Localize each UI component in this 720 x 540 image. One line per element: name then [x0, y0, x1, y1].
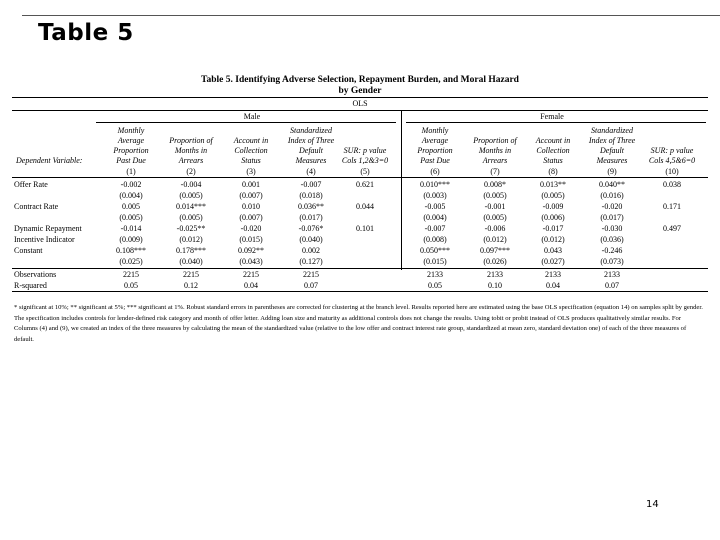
page-number: 14	[646, 499, 659, 510]
se-cell: (0.036)	[600, 235, 624, 244]
row-label-4: Incentive Indicator	[14, 235, 75, 244]
observations-label: Observations	[14, 270, 57, 279]
se-cell: (0.009)	[119, 235, 143, 244]
coef-cell: -0.014	[120, 224, 142, 233]
observations-cell: 2215	[183, 270, 199, 279]
coef-cell: -0.076*	[298, 224, 324, 233]
coef-cell: 0.171	[663, 202, 681, 211]
dependent-variable-label: Dependent Variable:	[16, 156, 83, 165]
column-header-8-line-3: Status	[543, 156, 563, 165]
group-female-label: Female	[540, 112, 564, 121]
coef-cell: 0.101	[356, 224, 374, 233]
se-cell: (0.007)	[239, 213, 263, 222]
coef-cell: 0.040**	[599, 180, 625, 189]
row-label-5: Constant	[14, 246, 43, 255]
coef-cell: 0.013**	[540, 180, 566, 189]
column-header-5-line-2: Cols 1,2&3=0	[341, 156, 389, 165]
coef-cell: -0.030	[601, 224, 623, 233]
coef-cell: 0.036**	[298, 202, 324, 211]
column-number-2: (2)	[186, 167, 196, 176]
column-number-1: (1)	[126, 167, 136, 176]
se-cell: (0.008)	[423, 235, 447, 244]
coef-cell: 0.008*	[484, 180, 506, 189]
coef-cell: 0.043	[544, 246, 562, 255]
coef-cell: -0.246	[601, 246, 623, 255]
se-cell: (0.004)	[119, 191, 143, 200]
se-cell: (0.005)	[541, 191, 565, 200]
se-cell: (0.017)	[299, 213, 323, 222]
se-cell: (0.012)	[483, 235, 507, 244]
se-cell: (0.127)	[299, 257, 323, 266]
coef-cell: 0.001	[242, 180, 260, 189]
se-cell: (0.017)	[600, 213, 624, 222]
se-cell: (0.012)	[179, 235, 203, 244]
coef-cell: -0.017	[542, 224, 564, 233]
coef-cell: 0.497	[663, 224, 681, 233]
column-header-10-line-2: Cols 4,5&6=0	[648, 156, 696, 165]
column-header-6-line-4: Past Due	[420, 156, 450, 165]
coef-cell: 0.005	[122, 202, 140, 211]
column-header-8-line-2: Collection	[536, 146, 570, 155]
column-header-1-line-4: Past Due	[116, 156, 146, 165]
se-cell: (0.005)	[179, 213, 203, 222]
coef-cell: 0.010***	[420, 180, 450, 189]
column-header-2-line-1: Proportion of	[169, 136, 213, 145]
observations-cell: 2215	[303, 270, 319, 279]
se-cell: (0.015)	[239, 235, 263, 244]
column-header-7-line-1: Proportion of	[473, 136, 517, 145]
row-label-3: Dynamic Repayment	[14, 224, 82, 233]
se-cell: (0.026)	[483, 257, 507, 266]
table-rule-estimator	[12, 110, 708, 111]
column-header-1-line-1: Monthly	[117, 126, 145, 135]
coef-cell: 0.010	[242, 202, 260, 211]
coef-cell: -0.004	[180, 180, 202, 189]
column-header-7-line-2: Months in	[478, 146, 512, 155]
column-header-7-line-3: Arrears	[482, 156, 508, 165]
coef-cell: -0.001	[484, 202, 506, 211]
coef-cell: -0.007	[300, 180, 322, 189]
coef-cell: 0.044	[356, 202, 374, 211]
observations-cell: 2215	[123, 270, 139, 279]
column-header-9-line-2: Index of Three	[588, 136, 636, 145]
column-header-2-line-2: Months in	[174, 146, 208, 155]
coef-cell: 0.014***	[176, 202, 206, 211]
table-estimator: OLS	[352, 99, 368, 108]
column-header-3-line-2: Collection	[234, 146, 268, 155]
coef-cell: 0.108***	[116, 246, 146, 255]
rsquared-cell: 0.04	[244, 281, 258, 290]
observations-cell: 2133	[604, 270, 620, 279]
table-rule-top	[12, 97, 708, 98]
column-header-3-line-3: Status	[241, 156, 261, 165]
rsquared-cell: 0.07	[304, 281, 318, 290]
column-number-7: (7)	[490, 167, 500, 176]
se-cell: (0.040)	[299, 235, 323, 244]
se-cell: (0.006)	[541, 213, 565, 222]
coef-cell: 0.002	[302, 246, 320, 255]
row-label-1: Offer Rate	[14, 180, 48, 189]
column-header-6-line-1: Monthly	[421, 126, 449, 135]
column-header-9-line-1: Standardized	[591, 126, 633, 135]
table-notes: * significant at 10%; ** significant at 5%; *** significant at 1%. Robust standard errors in parentheses are corrected for clustering at the branch level. Results reported here are estimated using the base OLS specification (equation 14) on samples split by gender. The specification includes controls for lender-defined risk category and month of offer letter. Adding loan size and maturity as additional controls does not change the results. Using tobit or probit instead of OLS produces qualitatively similar results. For Columns (4) and (9), we created an index of the three measures by calculating the mean of the standardized value (relative to the low offer and contract interest rate group, standardized at mean zero, standard deviation one) of each of the three measures of default.	[14, 304, 703, 343]
coef-cell: -0.002	[120, 180, 142, 189]
column-header-3-line-1: Account in	[233, 136, 269, 145]
se-cell: (0.005)	[483, 191, 507, 200]
se-cell: (0.040)	[179, 257, 203, 266]
se-cell: (0.015)	[423, 257, 447, 266]
coef-cell: 0.621	[356, 180, 374, 189]
column-header-2-line-3: Arrears	[178, 156, 204, 165]
observations-cell: 2133	[427, 270, 443, 279]
coef-cell: -0.006	[484, 224, 506, 233]
column-number-4: (4)	[306, 167, 316, 176]
group-female-rule	[406, 122, 706, 123]
column-header-1-line-2: Average	[117, 136, 145, 145]
coef-cell: -0.025**	[176, 224, 206, 233]
coef-cell: 0.097***	[480, 246, 510, 255]
column-number-9: (9)	[607, 167, 617, 176]
column-header-6-line-3: Proportion	[417, 146, 453, 155]
column-header-9-line-3: Default	[600, 146, 624, 155]
slide-title: Table 5	[38, 20, 134, 46]
column-number-10: (10)	[665, 167, 679, 176]
column-header-1-line-3: Proportion	[113, 146, 149, 155]
se-cell: (0.025)	[119, 257, 143, 266]
se-cell: (0.027)	[541, 257, 565, 266]
column-number-8: (8)	[548, 167, 558, 176]
table-caption-line2: by Gender	[338, 86, 382, 96]
coef-cell: -0.020	[240, 224, 262, 233]
se-cell: (0.005)	[483, 213, 507, 222]
column-header-10-line-1: SUR: p value	[650, 146, 694, 155]
column-header-4-line-2: Index of Three	[287, 136, 335, 145]
se-cell: (0.003)	[423, 191, 447, 200]
rsquared-cell: 0.07	[605, 281, 619, 290]
rsquared-cell: 0.05	[428, 281, 442, 290]
table-rule-header	[12, 177, 708, 178]
se-cell: (0.004)	[423, 213, 447, 222]
column-header-4-line-1: Standardized	[290, 126, 332, 135]
table-rule-bottom	[12, 291, 708, 292]
coef-cell: 0.178***	[176, 246, 206, 255]
column-number-6: (6)	[430, 167, 440, 176]
se-cell: (0.005)	[119, 213, 143, 222]
column-header-4-line-3: Default	[299, 146, 323, 155]
se-cell: (0.018)	[299, 191, 323, 200]
observations-cell: 2133	[545, 270, 561, 279]
rsquared-label: R-squared	[14, 281, 47, 290]
column-header-8-line-1: Account in	[535, 136, 571, 145]
rsquared-cell: 0.10	[488, 281, 502, 290]
table-rule-stats	[12, 268, 708, 269]
slide-top-rule	[22, 15, 720, 16]
se-cell: (0.016)	[600, 191, 624, 200]
se-cell: (0.007)	[239, 191, 263, 200]
rsquared-cell: 0.04	[546, 281, 560, 290]
coef-cell: -0.020	[601, 202, 623, 211]
coef-cell: 0.092**	[238, 246, 264, 255]
se-cell: (0.005)	[179, 191, 203, 200]
coef-cell: -0.009	[542, 202, 564, 211]
column-number-5: (5)	[360, 167, 370, 176]
row-label-2: Contract Rate	[14, 202, 59, 211]
observations-cell: 2215	[243, 270, 259, 279]
se-cell: (0.043)	[239, 257, 263, 266]
observations-cell: 2133	[487, 270, 503, 279]
coef-cell: 0.050***	[420, 246, 450, 255]
rsquared-cell: 0.05	[124, 281, 138, 290]
column-number-3: (3)	[246, 167, 256, 176]
group-male-rule	[96, 122, 396, 123]
se-cell: (0.012)	[541, 235, 565, 244]
coef-cell: -0.005	[424, 202, 446, 211]
column-header-4-line-4: Measures	[295, 156, 327, 165]
coef-cell: 0.038	[663, 180, 681, 189]
table-caption-line1: Table 5. Identifying Adverse Selection, Repayment Burden, and Moral Hazard	[201, 75, 519, 85]
column-header-9-line-4: Measures	[596, 156, 628, 165]
column-header-5-line-1: SUR: p value	[343, 146, 387, 155]
rsquared-cell: 0.12	[184, 281, 198, 290]
coef-cell: -0.007	[424, 224, 446, 233]
group-male-label: Male	[243, 112, 261, 121]
column-header-6-line-2: Average	[421, 136, 449, 145]
group-divider	[401, 110, 402, 270]
se-cell: (0.073)	[600, 257, 624, 266]
